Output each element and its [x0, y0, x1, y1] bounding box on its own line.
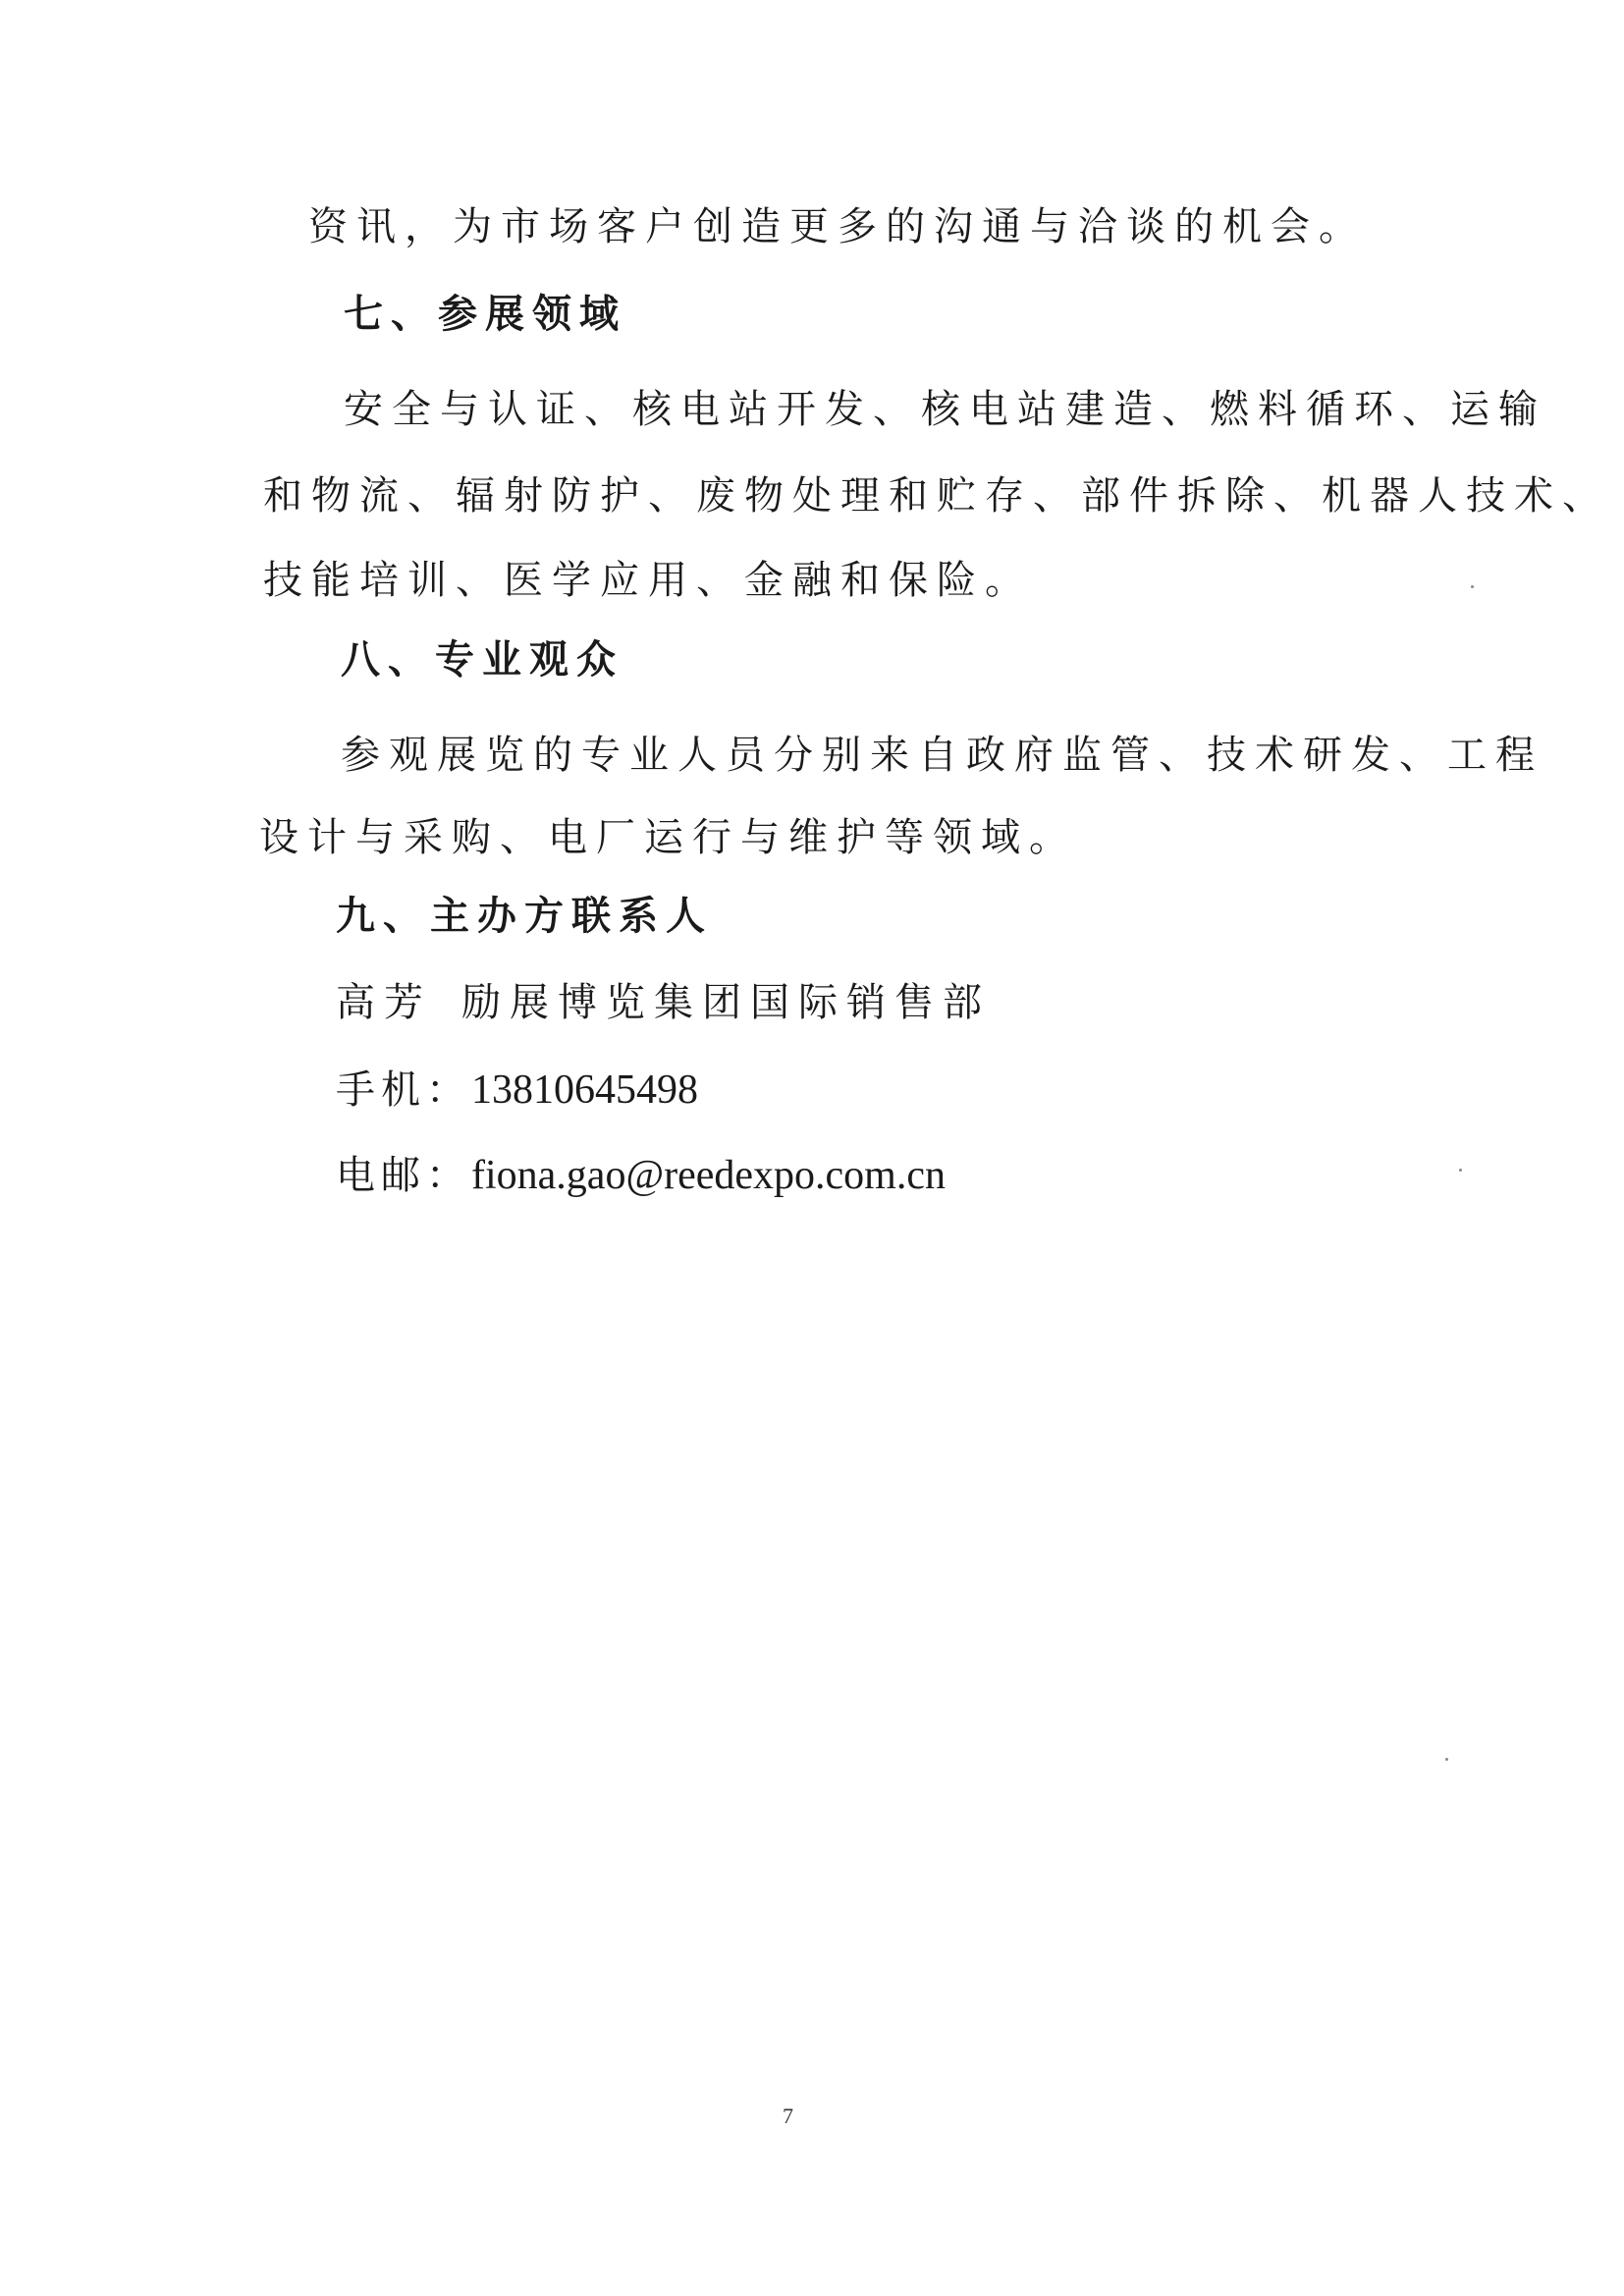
section-8-line-2: 设计与采购、电厂运行与维护等领域。 [259, 815, 1077, 860]
scan-speck [1471, 585, 1474, 588]
phone-label: 手机： [336, 1067, 471, 1113]
scan-speck [1459, 1169, 1462, 1172]
scan-speck [1445, 1758, 1448, 1761]
contact-organization: 励展博览集团国际销售部 [461, 980, 991, 1025]
email-address: fiona.gao@reedexpo.com.cn [471, 1153, 946, 1198]
section-7-heading: 七、参展领域 [344, 292, 626, 337]
phone-line [336, 1066, 698, 1115]
page-number: 7 [783, 2104, 793, 2128]
section-7-line-2: 和物流、辐射防护、废物处理和贮存、部件拆除、机器人技术、 [263, 473, 1610, 519]
section-9-heading: 九、主办方联系人 [336, 894, 713, 939]
phone-number: 13810645498 [471, 1067, 698, 1113]
continuation-text: 资讯，为市场客户创造更多的沟通与洽谈的机会。 [308, 204, 1367, 249]
section-7-line-3: 技能培训、医学应用、金融和保险。 [263, 558, 1033, 603]
section-7-line-1: 安全与认证、核电站开发、核电站建造、燃料循环、运输 [344, 387, 1546, 432]
contact-name: 高芳 [336, 980, 432, 1025]
email-label: 电邮： [336, 1153, 471, 1198]
section-8-heading: 八、专业观众 [341, 637, 623, 683]
section-8-line-1: 参观展览的专业人员分别来自政府监管、技术研发、工程 [341, 733, 1543, 778]
email-line [336, 1151, 946, 1200]
contact-line [336, 979, 991, 1026]
